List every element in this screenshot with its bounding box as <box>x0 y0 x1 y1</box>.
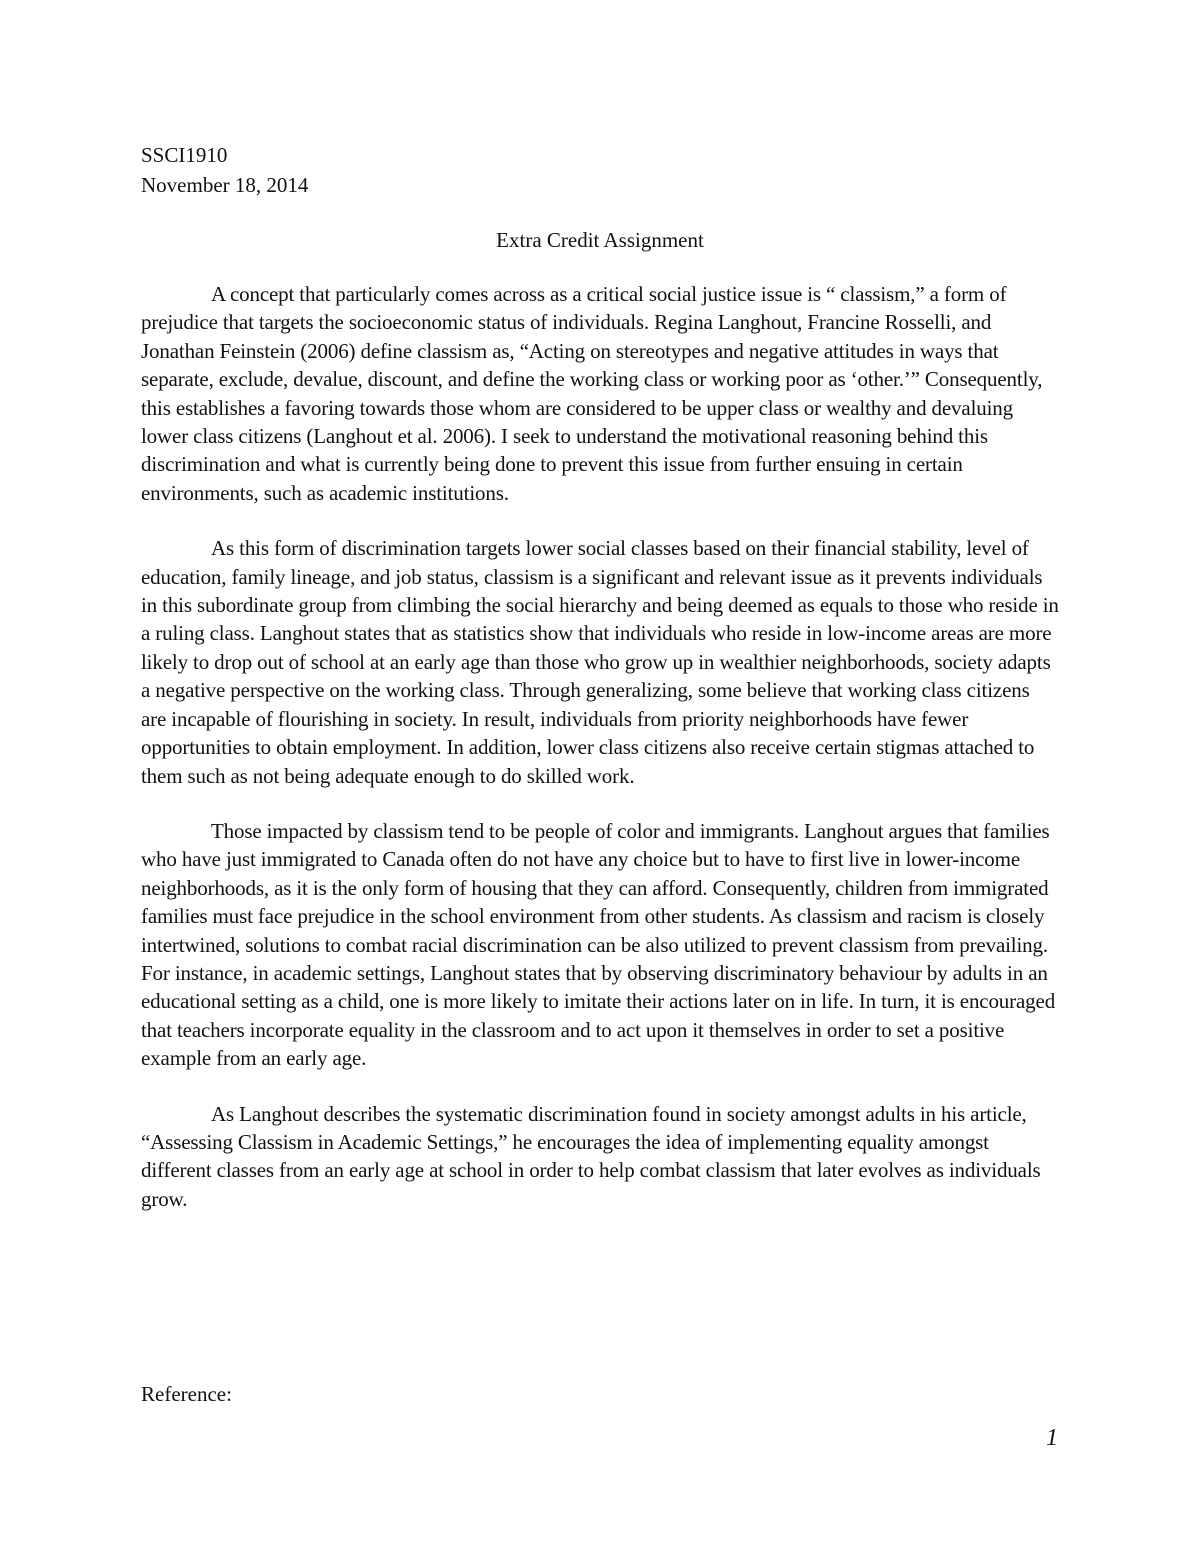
reference-heading: Reference: <box>141 1382 232 1406</box>
paragraph-1: A concept that particularly comes across as a critical social justice issue is “ classism,” a form of prejudice that targets the socioeconomic status of individuals. Regina Langhout, Francine Rosselli, and Jonathan Feinstein (2006) define classism as, “Acting on stereotypes and negative attitudes in ways that separate, exclude, devalue, discount, and define the working class or working poor as ‘other.’” Consequently, this establishes a favoring towards those whom are considered to be upper class or wealthy and devaluing lower class citizens (Langhout et al. 2006). I seek to understand the motivational reasoning behind this discrimination and what is currently being done to prevent this issue from further ensuing in certain environments, such as academic institutions. <box>141 282 1043 505</box>
document-body <box>141 280 1059 1240</box>
paragraph-3: Those impacted by classism tend to be people of color and immigrants. Langhout argues that families who have just immigrated to Canada often do not have any choice but to have to first live in lower-income neighborhoods, as it is the only form of housing that they can afford. Consequently, children from immigrated families must face prejudice in the school environment from other students. As classism and racism is closely intertwined, solutions to combat racial discrimination can be also utilized to prevent classism from prevailing. For instance, in academic settings, Langhout states that by observing discriminatory behaviour by adults in an educational setting as a child, one is more likely to imitate their actions later on in life. In turn, it is encouraged that teachers incorporate equality in the classroom and to act upon it themselves in order to set a positive example from an early age. <box>141 818 1056 1071</box>
paragraph-4: As Langhout describes the systematic discrimination found in society amongst adults in his article, “Assessing Classism in Academic Settings,” he encourages the idea of implementing equality amongst different classes from an early age at school in order to help combat classism that later evolves as individuals grow. <box>141 1101 1041 1211</box>
document-date: November 18, 2014 <box>141 173 309 197</box>
document-title: Extra Credit Assignment <box>496 228 704 252</box>
paragraph-2: As this form of discrimination targets lower social classes based on their financial stability, level of education, family lineage, and job status, classism is a significant and relevant issue as it prevents individuals in this subordinate group from climbing the social hierarchy and being deemed as equals to those who reside in a ruling class. Langhout states that as statistics show that individuals who reside in low-income areas are more likely to drop out of school at an early age than those who grow up in wealthier neighborhoods, society adapts a negative perspective on the working class. Through generalizing, some believe that working class citizens are incapable of flourishing in society. In result, individuals from priority neighborhoods have fewer opportunities to obtain employment. In addition, lower class citizens also receive certain stigmas attached to them such as not being adequate enough to do skilled work. <box>141 536 1059 788</box>
page-number: 1 <box>1046 1425 1058 1451</box>
course-code: SSCI1910 <box>141 143 228 167</box>
document-header <box>141 140 308 200</box>
